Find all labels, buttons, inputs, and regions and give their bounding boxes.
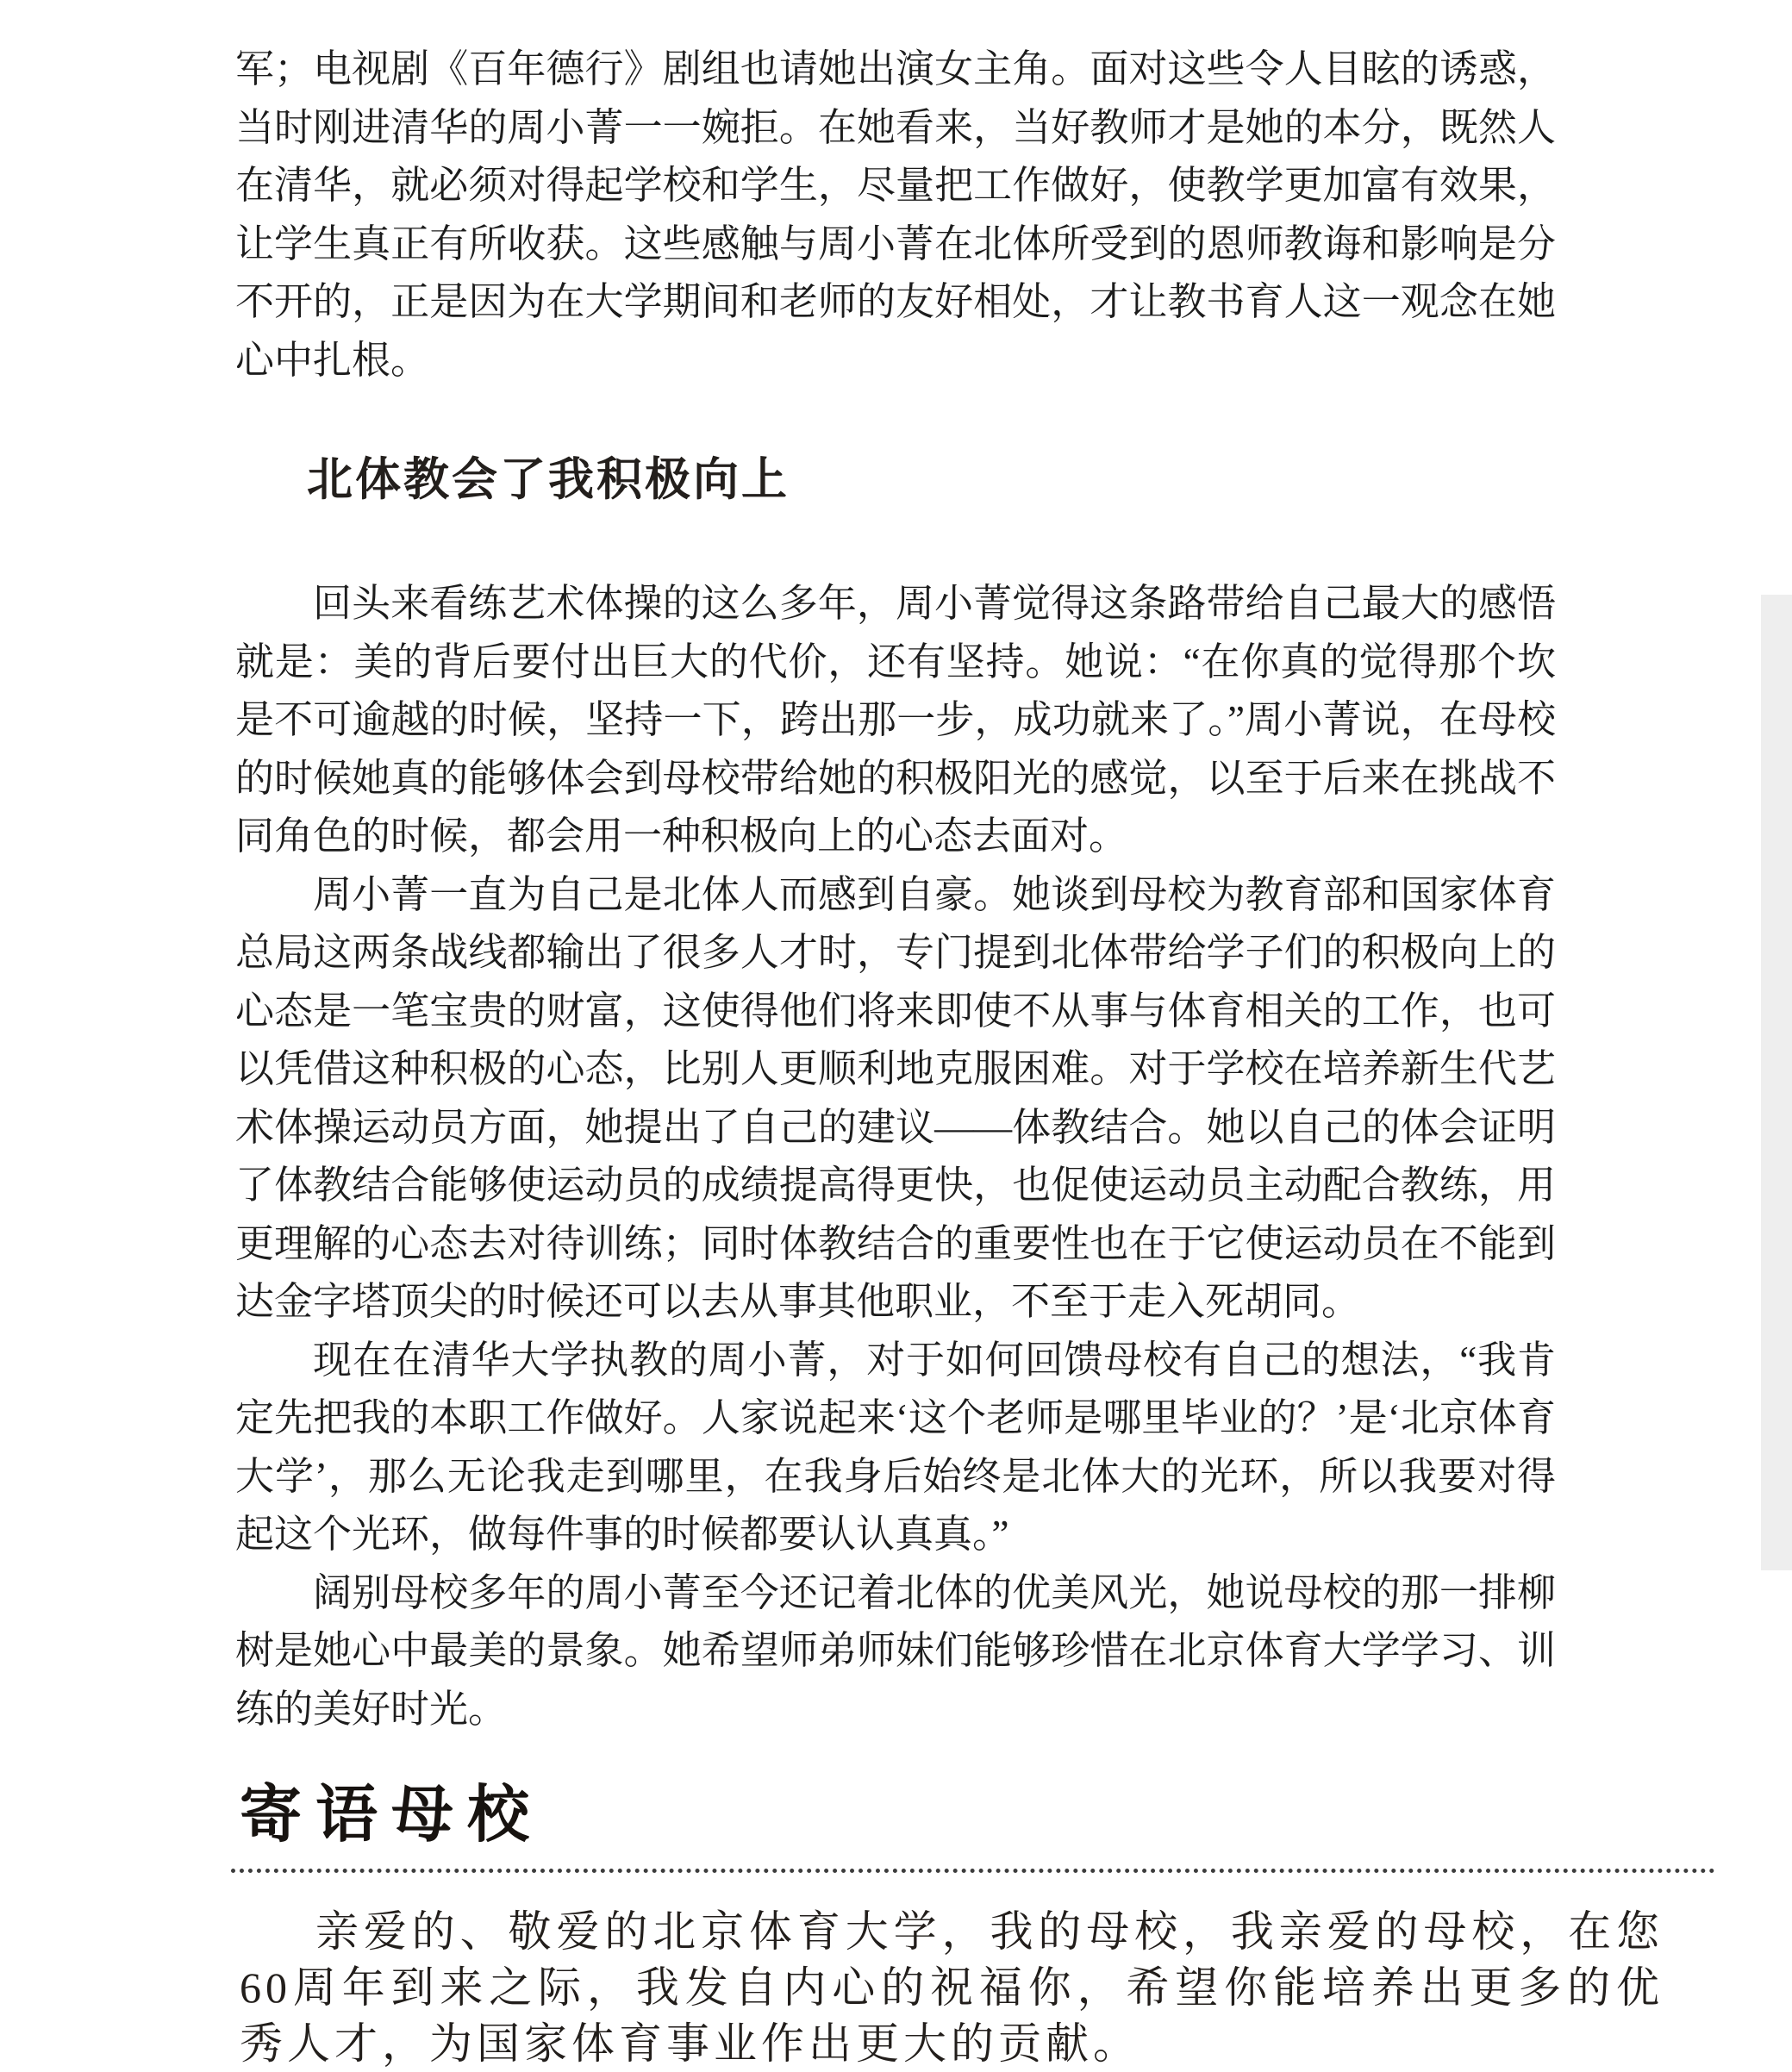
body-paragraph: 回头来看练艺术体操的这么多年，周小菁觉得这条路带给自己最大的感悟就是：美的背后要付出巨大的代价，还有坚持。她说：“在你真的觉得那个坎是不可逾越的时候，坚持一下，跨出那一步，成功就来了。”周小菁说，在母校的时候她真的能够体会到母校带给她的积极阳光的感觉，以至于后来在挑战不同角色的时候，都会用一种积极向上的心态去面对。	[235, 582, 1556, 858]
signature-paragraph: 亲爱的、敬爱的北京体育大学，我的母校，我亲爱的母校，在您60周年到来之际，我发自内心的祝福你，希望你能培养出更多的优秀人才，为国家体育事业作出更大的贡献。	[240, 1907, 1664, 2068]
body-paragraph: 现在在清华大学执教的周小菁，对于如何回馈母校有自己的想法，“我肯定先把我的本职工作做好。人家说起来‘这个老师是哪里毕业的？’是‘北京体育大学’，那么无论我走到哪里，在我身后始终是北体大的光环，所以我要对得起这个光环，做每件事的时候都要认认真真。”	[235, 1338, 1556, 1556]
dotted-divider	[231, 1869, 1715, 1873]
article-body	[235, 0, 1664, 2072]
body-paragraph: 周小菁一直为自己是北体人而感到自豪。她谈到母校为教育部和国家体育总局这两条战线都输出了很多人才时，专门提到北体带给学子们的积极向上的心态是一笔宝贵的财富，这使得他们将来即使不从事与体育相关的工作，也可以凭借这种积极的心态，比别人更顺利地克服困难。对于学校在培养新生代艺术体操运动员方面，她提出了自己的建议——体教结合。她以自己的体会证明了体教结合能够使运动员的成绩提高得更快，也促使运动员主动配合教练，用更理解的心态去对待训练；同时体教结合的重要性也在于它使运动员在不能到达金字塔顶尖的时候还可以去从事其他职业，不至于走入死胡同。	[235, 872, 1556, 1323]
signature-section	[235, 1781, 1664, 2072]
page-edge-strip	[1761, 595, 1792, 1570]
section-heading: 北体教会了我积极向上	[307, 454, 790, 505]
signature-heading: 寄语母校	[240, 1781, 544, 1850]
body-paragraph-continuation: 军；电视剧《百年德行》剧组也请她出演女主角。面对这些令人目眩的诱惑，当时刚进清华的周小菁一一婉拒。在她看来，当好教师才是她的本分，既然人在清华，就必须对得起学校和学生，尽量把工作做好，使教学更加富有效果，让学生真正有所收获。这些感触与周小菁在北体所受到的恩师教诲和影响是分不开的，正是因为在大学期间和老师的友好相处，才让教书育人这一观念在她心中扎根。	[235, 47, 1556, 382]
body-paragraph: 阔别母校多年的周小菁至今还记着北体的优美风光，她说母校的那一排柳树是她心中最美的景象。她希望师弟师妹们能够珍惜在北京体育大学学习、训练的美好时光。	[235, 1570, 1556, 1731]
